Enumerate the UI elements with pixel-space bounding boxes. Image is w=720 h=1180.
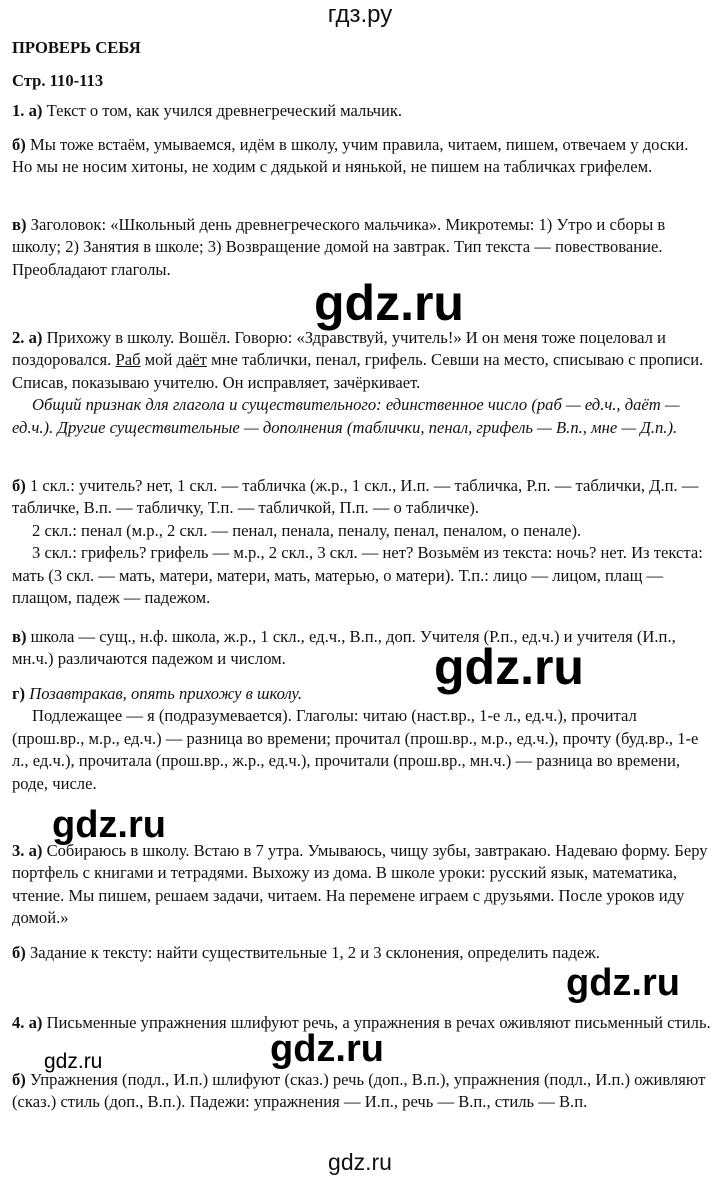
task2-b-text3: 3 скл.: грифель? грифель — м.р., 2 скл., 3 скл. — нет? Возьмём из текста: ночь? нет. Из текста: мать (3 скл. — мать, матери, матери, мать, матерью, о матери). Т.п.: лицо — лицом, плащ — плащом, падеж — падежом.: [12, 543, 703, 608]
task2-a: [12, 327, 712, 439]
task3-b-text: Задание к тексту: найти существительные 1, 2 и 3 склонения, определить падеж.: [25, 943, 600, 962]
site-footer: gdz.ru: [328, 1149, 392, 1175]
task1-a: [12, 100, 712, 122]
task2-b-text2: 2 скл.: пенал (м.р., 2 скл. — пенал, пенала, пеналу, пенал, пеналом, о пенале).: [32, 520, 582, 540]
task2-g-sentence: Позавтракав, опять прихожу в школу.: [25, 684, 303, 703]
task2-a-text3: мне таблички, пенал, грифель. Севши на место, списываю с прописи. Списав, показываю учителю. Он исправляет, зачёркивает.: [12, 350, 704, 392]
task2-a-label: 2. а): [12, 328, 43, 347]
task1-b: [12, 134, 712, 179]
task2-a-underlined-verb: даёт: [176, 350, 207, 370]
task1-v-text: Заголовок: «Школьный день древнегреческого мальчика». Микротемы: 1) Утро и сборы в школу; 2) Занятия в школе; 3) Возвращение домой на завтрак. Тип текста — повествование. Преобладают глаголы.: [12, 215, 666, 279]
site-header: гдз.ру: [327, 1, 393, 28]
task2-b-text1: 1 скл.: учитель? нет, 1 скл. — табличка (ж.р., 1 скл., И.п. — табличка, Р.п. — таблички, Д.п. — табличке, В.п. — табличку, Т.п. — табличкой, П.п. — о табличке).: [12, 476, 699, 518]
task2-a-text2: мой: [140, 350, 177, 370]
task1-b-label: б): [12, 135, 26, 154]
task2-v: [12, 626, 712, 671]
page-range: Стр. 110-113: [12, 71, 104, 90]
task4-a-label: 4. а): [12, 1013, 43, 1032]
task4-b-label: б): [12, 1070, 26, 1089]
task2-a-underlined-noun: Раб: [115, 350, 141, 370]
task2-b: [12, 475, 712, 609]
watermark-logo: gdz.ru: [434, 639, 584, 695]
task1-b-text: Мы тоже встаём, умываемся, идём в школу, учим правила, читаем, пишем, отвечаем у доски. Но мы не носим хитоны, не ходим с дядькой и нянькой, не пишем на табличках грифелем.: [12, 135, 689, 177]
watermark-logo: gdz.ru: [566, 962, 680, 1004]
task2-a-text1: Прихожу в школу. Вошёл. Говорю: «Здравствуй, учитель!» И он меня тоже поцеловал и поздоровался.: [12, 328, 666, 370]
task2-g-label: г): [12, 684, 26, 703]
task3-b-label: б): [12, 943, 26, 962]
task1-a-label: 1. а): [12, 101, 43, 120]
task2-b-label: б): [12, 476, 26, 495]
task2-g: [12, 683, 712, 795]
task2-g-text: Подлежащее — я (подразумевается). Глаголы: читаю (наст.вр., 1-е л., ед.ч.), прочитал (прош.вр., м.р., ед.ч.) — разница во времени; прочитал (прош.вр., м.р., ед.ч.), прочту (буд.вр., 1-е л., ед.ч.), прочитала (прош.вр., ж.р., ед.ч.), прочитали (прош.вр., мн.ч.) — разница во времени, роде, числе.: [12, 706, 699, 793]
task1-a-text: Текст о том, как учился древнегреческий мальчик.: [42, 101, 403, 120]
task4-a-text: Письменные упражнения шлифуют речь, а упражнения в речах оживляют письменный стиль.: [42, 1013, 711, 1032]
task2-v-label: в): [12, 627, 27, 646]
task3-a: [12, 840, 712, 930]
watermark-logo: gdz.ru: [52, 804, 166, 846]
task1-v: [12, 214, 712, 281]
task4-b-text: Упражнения (подл., И.п.) шлифуют (сказ.) речь (доп., В.п.), упражнения (подл., И.п.) оживляют (сказ.) стиль (доп., В.п.). Падежи: упражнения — И.п., речь — В.п., стиль — В.п.: [12, 1070, 706, 1112]
task4-b: [12, 1069, 712, 1114]
task2-v-text: школа — сущ., н.ф. школа, ж.р., 1 скл., ед.ч., В.п., доп. Учителя (Р.п., ед.ч.) и учителя (И.п., мн.ч.) различаются падежом и числом.: [12, 627, 676, 669]
watermark-logo: gdz.ru: [44, 1050, 103, 1073]
section-heading: ПРОВЕРЬ СЕБЯ: [12, 38, 141, 57]
task2-a-note: Общий признак для глагола и существительного: единственное число (раб — ед.ч., даёт — ед.ч.). Другие существительные — дополнения (таблички, пенал, грифель — В.п., мне — Д.п.).: [12, 395, 680, 437]
task3-a-text: Собираюсь в школу. Встаю в 7 утра. Умываюсь, чищу зубы, завтракаю. Надеваю форму. Беру портфель с книгами и тетрадями. Выхожу из дома. В школе уроки: русский язык, математика, чтение. Мы пишем, решаем задачи, читаем. На перемене играем с друзьями. После уроков иду домой.»: [12, 841, 708, 928]
task3-a-label: 3. а): [12, 841, 43, 860]
watermark-logo: gdz.ru: [314, 275, 464, 331]
watermark-logo: gdz.ru: [270, 1028, 384, 1070]
task1-v-label: в): [12, 215, 27, 234]
